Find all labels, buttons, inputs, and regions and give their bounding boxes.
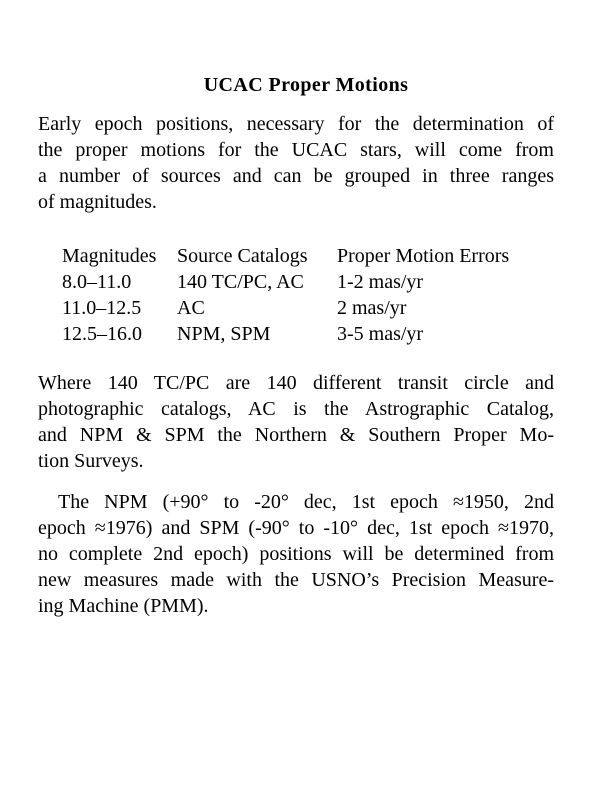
proper-motion-table <box>62 243 557 347</box>
text-line: Early epoch positions, necessary for the determination of <box>38 113 554 135</box>
text-line: tion Surveys. <box>38 450 144 472</box>
column-header-magnitudes: Magnitudes <box>62 245 157 267</box>
table-cell-magnitude: 11.0–12.5 <box>62 297 142 319</box>
intro-paragraph <box>38 111 554 215</box>
column-header-source-catalogs: Source Catalogs <box>177 245 308 267</box>
table-header-row <box>62 243 557 269</box>
table-cell-error: 3-5 mas/yr <box>337 323 424 345</box>
definitions-paragraph <box>38 370 554 474</box>
page-title: UCAC Proper Motions <box>203 74 409 96</box>
table-row <box>62 321 557 347</box>
text-line: epoch ≈1976) and SPM (-90° to -10° dec, 1st epoch ≈1970, <box>38 517 554 539</box>
text-line: new measures made with the USNO’s Precision Measure- <box>38 569 554 591</box>
table-row <box>62 269 557 295</box>
table-cell-error: 2 mas/yr <box>337 297 407 319</box>
table-cell-error: 1-2 mas/yr <box>337 271 424 293</box>
table-cell-magnitude: 12.5–16.0 <box>62 323 142 345</box>
table-cell-magnitude: 8.0–11.0 <box>62 271 132 293</box>
text-line: of magnitudes. <box>38 191 157 213</box>
text-line: ing Machine (PMM). <box>38 595 209 617</box>
surveys-paragraph <box>38 489 554 619</box>
table-cell-source: 140 TC/PC, AC <box>177 271 304 293</box>
column-header-pm-errors: Proper Motion Errors <box>337 245 510 267</box>
table-cell-source: NPM, SPM <box>177 323 271 345</box>
text-line: Where 140 TC/PC are 140 different transit circle and <box>38 372 554 394</box>
text-line: a number of sources and can be grouped in three ranges <box>38 165 554 187</box>
table-cell-source: AC <box>177 297 205 319</box>
text-line: The NPM (+90° to -20° dec, 1st epoch ≈1950, 2nd <box>58 491 554 513</box>
text-line: and NPM & SPM the Northern & Southern Proper Mo- <box>38 424 554 446</box>
text-line: the proper motions for the UCAC stars, will come from <box>38 139 554 161</box>
text-line: photographic catalogs, AC is the Astrographic Catalog, <box>38 398 554 420</box>
text-line: no complete 2nd epoch) positions will be determined from <box>38 543 554 565</box>
table-row <box>62 295 557 321</box>
